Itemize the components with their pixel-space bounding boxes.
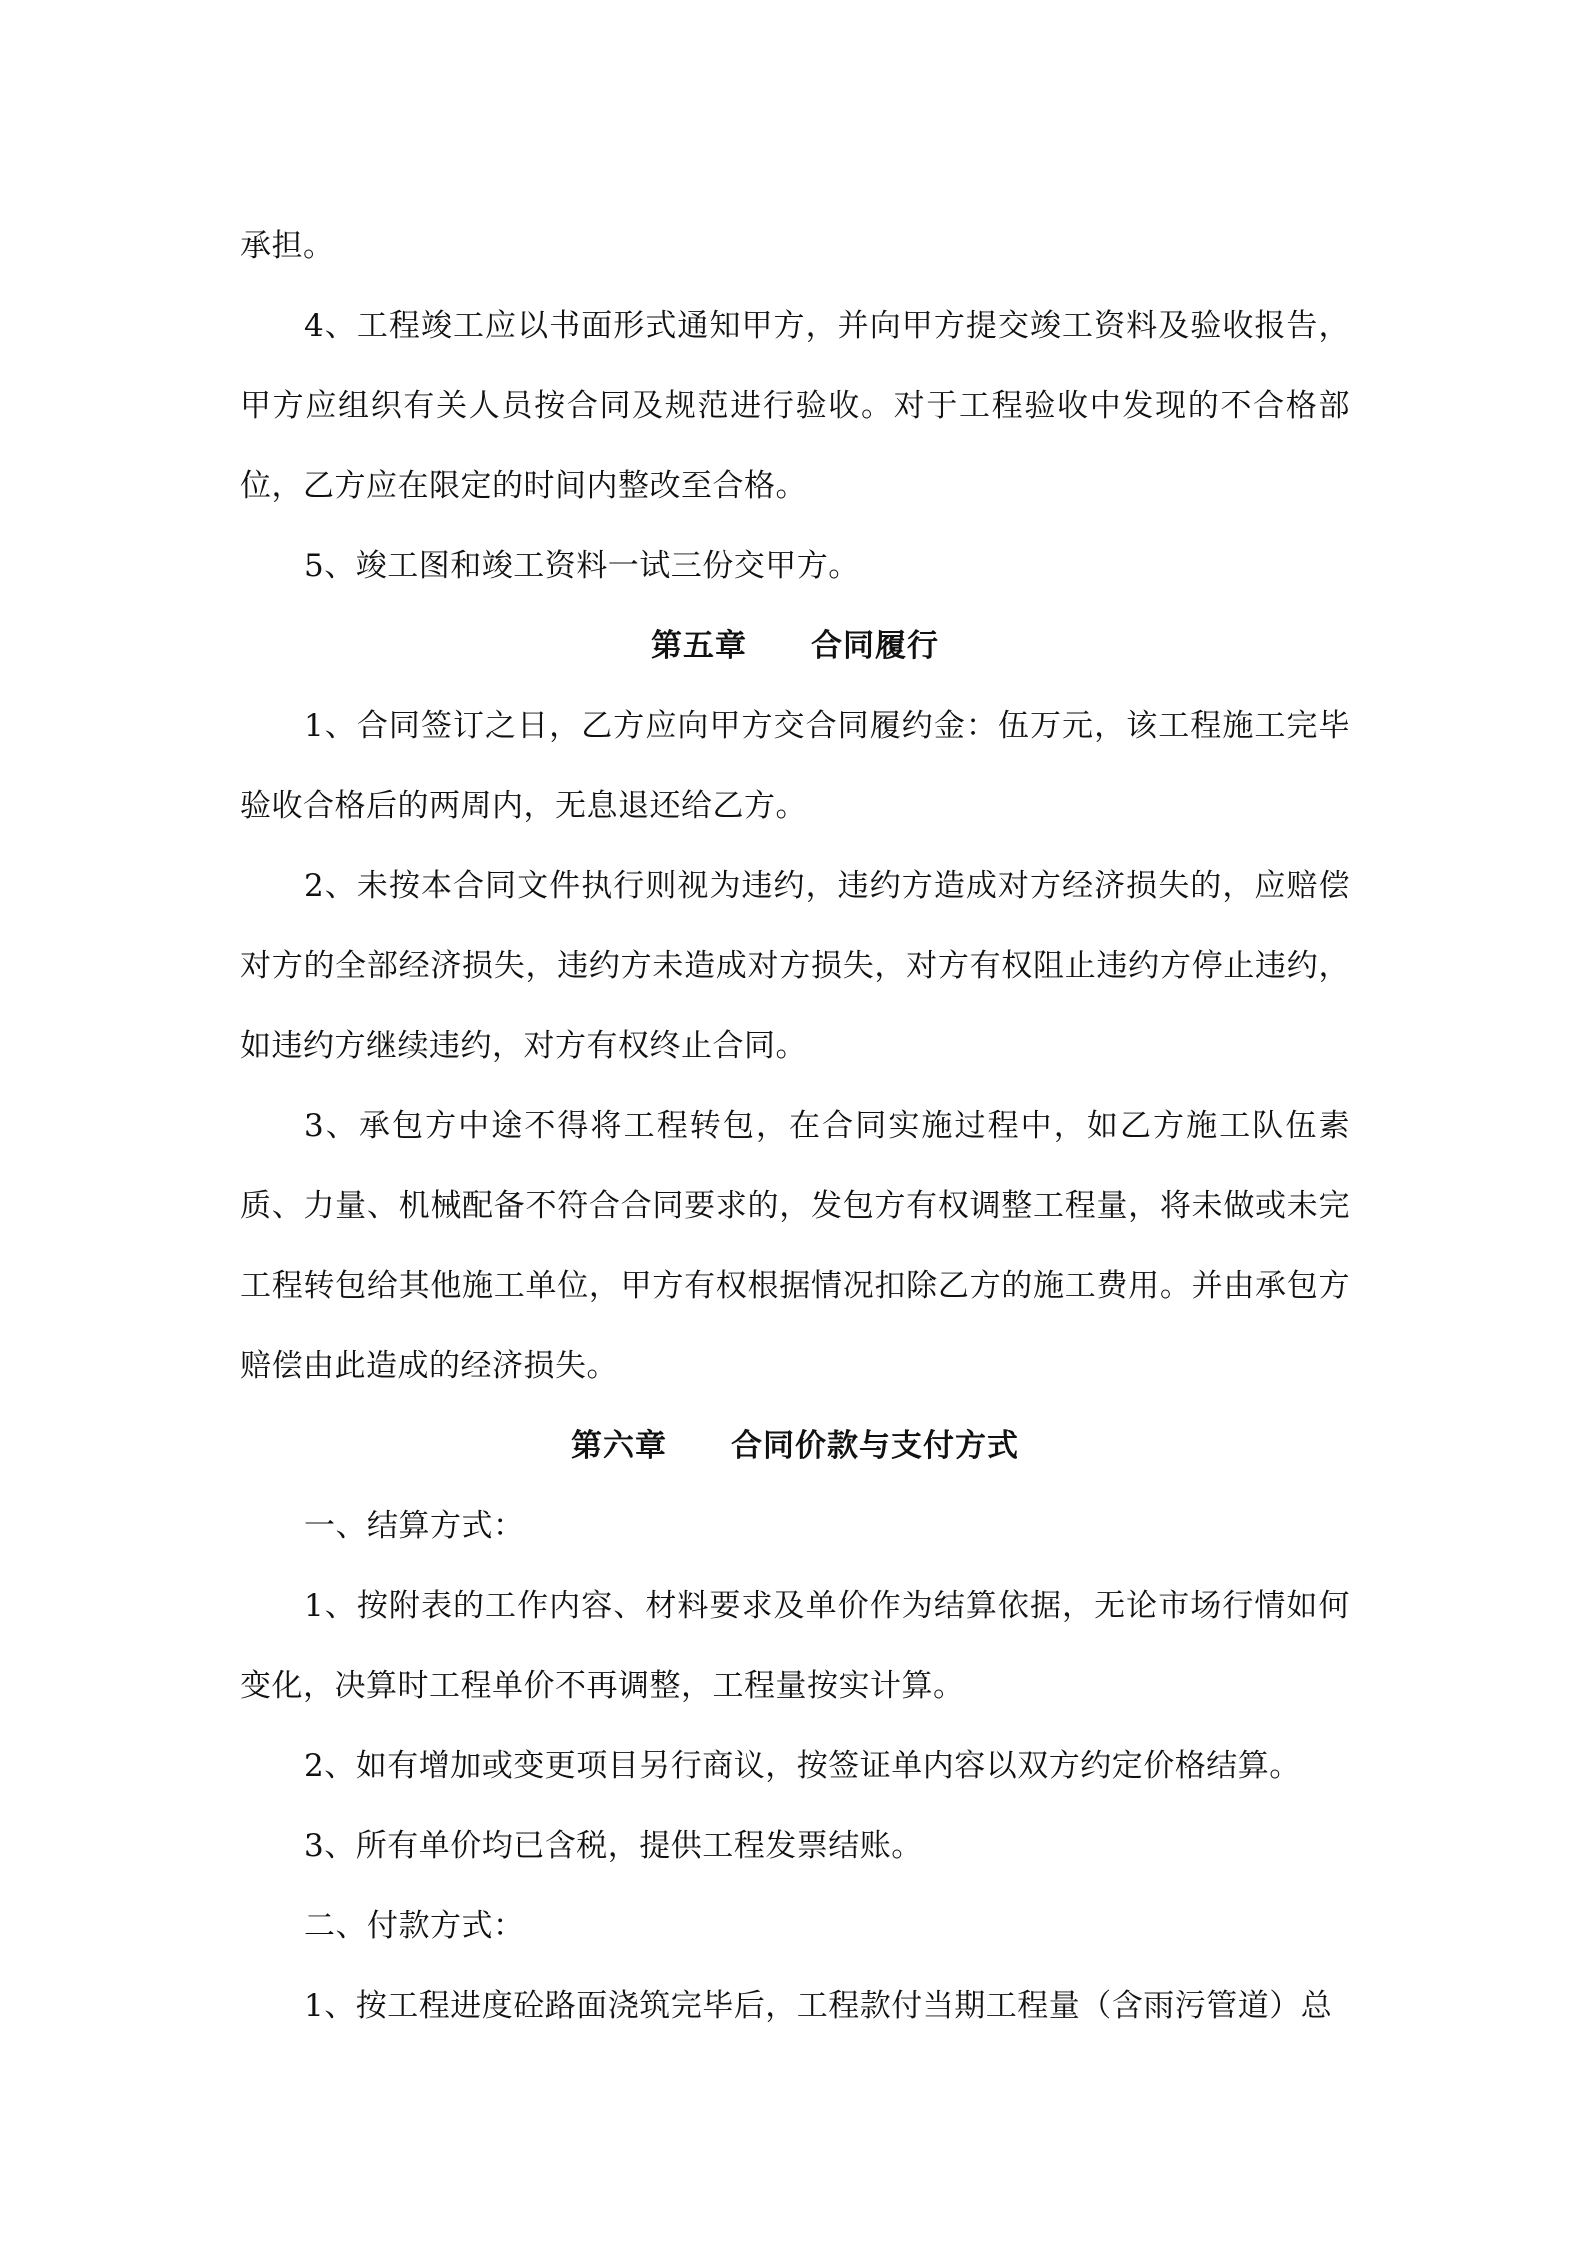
chapter-5-number: 第五章 [651, 628, 747, 664]
clause-1-performance-bond: 1、合同签订之日，乙方应向甲方交合同履约金：伍万元，该工程施工完毕验收合格后的两周内，无息退还给乙方。 [240, 708, 1350, 824]
chapter-6-title: 合同价款与支付方式 [731, 1428, 1019, 1464]
chapter-5-heading [240, 606, 1350, 686]
settlement-clause-3: 3、所有单价均已含税，提供工程发票结账。 [304, 1828, 923, 1864]
chapter-6-heading [240, 1406, 1350, 1486]
clause-5-completion-drawings: 5、竣工图和竣工资料一试三份交甲方。 [304, 548, 860, 584]
settlement-clause-1: 1、按附表的工作内容、材料要求及单价作为结算依据，无论市场行情如何变化，决算时工程单价不再调整，工程量按实计算。 [240, 1588, 1350, 1704]
settlement-clause-2: 2、如有增加或变更项目另行商议，按签证单内容以双方约定价格结算。 [304, 1748, 1301, 1784]
clause-2-breach: 2、未按本合同文件执行则视为违约，违约方造成对方经济损失的，应赔偿对方的全部经济损失，违约方未造成对方损失，对方有权阻止违约方停止违约，如违约方继续违约，对方有权终止合同。 [240, 868, 1350, 1064]
clause-4-completion-notice: 4、工程竣工应以书面形式通知甲方，并向甲方提交竣工资料及验收报告，甲方应组织有关人员按合同及规范进行验收。对于工程验收中发现的不合格部位，乙方应在限定的时间内整改至合格。 [240, 308, 1350, 504]
paragraph-continuation: 承担。 [240, 228, 335, 264]
section-settlement-method: 一、结算方式： [304, 1508, 525, 1544]
chapter-5-title: 合同履行 [811, 628, 939, 664]
chapter-6-number: 第六章 [571, 1428, 667, 1464]
section-payment-method: 二、付款方式： [304, 1908, 525, 1944]
clause-3-subcontracting: 3、承包方中途不得将工程转包，在合同实施过程中，如乙方施工队伍素质、力量、机械配备不符合合同要求的，发包方有权调整工程量，将未做或未完工程转包给其他施工单位，甲方有权根据情况扣除乙方的施工费用。并由承包方赔偿由此造成的经济损失。 [240, 1108, 1350, 1384]
document-body [240, 206, 1350, 2046]
payment-clause-1: 1、按工程进度砼路面浇筑完毕后，工程款付当期工程量（含雨污管道）总 [304, 1988, 1333, 2024]
